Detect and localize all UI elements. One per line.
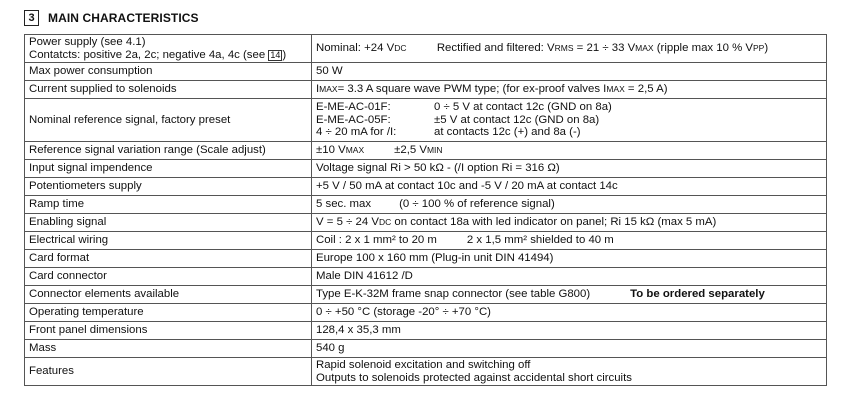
table-row [25,178,827,196]
row-label-input-impedance: Input signal impendence [25,160,312,178]
row-label-pot-supply: Potentiometers supply [25,178,312,196]
row-label-card-format: Card format [25,250,312,268]
row-value-current: IMAX= 3.3 A square wave PWM type; (for ex-proof valves IMAX = 2,5 A) [312,81,827,99]
row-label-max-power: Max power consumption [25,63,312,81]
table-row [25,142,827,160]
row-value-ramp: 5 sec. max (0 ÷ 100 % of reference signal) [312,196,827,214]
table-row [25,160,827,178]
row-value-enabling: V = 5 ÷ 24 VDC on contact 18a with led indicator on panel; Ri 15 kΩ (max 5 mA) [312,214,827,232]
table-row [25,99,827,142]
row-value-front-panel: 128,4 x 35,3 mm [312,322,827,340]
row-label-features: Features [25,358,312,386]
table-row [25,35,827,63]
row-label-front-panel: Front panel dimensions [25,322,312,340]
row-label-enabling: Enabling signal [25,214,312,232]
section-number: 3 [24,10,39,26]
row-label-ramp: Ramp time [25,196,312,214]
section-header [24,8,199,28]
table-row [25,196,827,214]
row-label-card-connector: Card connector [25,268,312,286]
row-label-operating-temp: Operating temperature [25,304,312,322]
row-value-ref-range: ±10 VMAX ±2,5 VMIN [312,142,827,160]
table-row [25,358,827,386]
row-value-features: Rapid solenoid excitation and switching off Outputs to solenoids protected against accidental short circuits [312,358,827,386]
table-row [25,286,827,304]
table-row [25,63,827,81]
row-label-nominal-ref: Nominal reference signal, factory preset [25,99,312,142]
row-value-wiring: Coil : 2 x 1 mm² to 20 m 2 x 1,5 mm² shielded to 40 m [312,232,827,250]
row-value-mass: 540 g [312,340,827,358]
row-value-operating-temp: 0 ÷ +50 °C (storage -20° ÷ +70 °C) [312,304,827,322]
characteristics-table [24,34,827,386]
reference-box: 14 [270,49,281,60]
row-value-nominal-ref: E-ME-AC-01F: 0 ÷ 5 V at contact 12c (GND on 8a) E-ME-AC-05F: ±5 V at contact 12c (GND on 8a) 4 ÷ 20 mA for /I: at contacts 12c (+) and 8a (-) [312,99,827,142]
row-label-wiring: Electrical wiring [25,232,312,250]
table-row [25,268,827,286]
row-label-mass: Mass [25,340,312,358]
order-note: To be ordered separately [630,288,765,301]
row-label-power-supply: Power supply (see 4.1) Contatcts: positive 2a, 2c; negative 4a, 4c (see 14 ) [25,35,312,63]
row-label-connector-elements: Connector elements available [25,286,312,304]
table-row [25,322,827,340]
table-row [25,232,827,250]
table-row [25,340,827,358]
row-value-card-format: Europe 100 x 160 mm (Plug-in unit DIN 41494) [312,250,827,268]
table-row [25,214,827,232]
section-title: MAIN CHARACTERISTICS [48,11,199,25]
row-label-current: Current supplied to solenoids [25,81,312,99]
row-value-max-power: 50 W [312,63,827,81]
table-row [25,304,827,322]
table-row [25,250,827,268]
table-row [25,81,827,99]
row-value-input-impedance: Voltage signal Ri > 50 kΩ - (/I option Ri = 316 Ω) [312,160,827,178]
row-value-pot-supply: +5 V / 50 mA at contact 10c and -5 V / 20 mA at contact 14c [312,178,827,196]
row-value-power-supply: Nominal: +24 VDC Rectified and filtered: VRMS = 21 ÷ 33 VMAX (ripple max 10 % VPP) [312,35,827,63]
row-value-connector-elements: Type E-K-32M frame snap connector (see table G800) To be ordered separately [312,286,827,304]
row-value-card-connector: Male DIN 41612 /D [312,268,827,286]
row-label-ref-range: Reference signal variation range (Scale adjust) [25,142,312,160]
